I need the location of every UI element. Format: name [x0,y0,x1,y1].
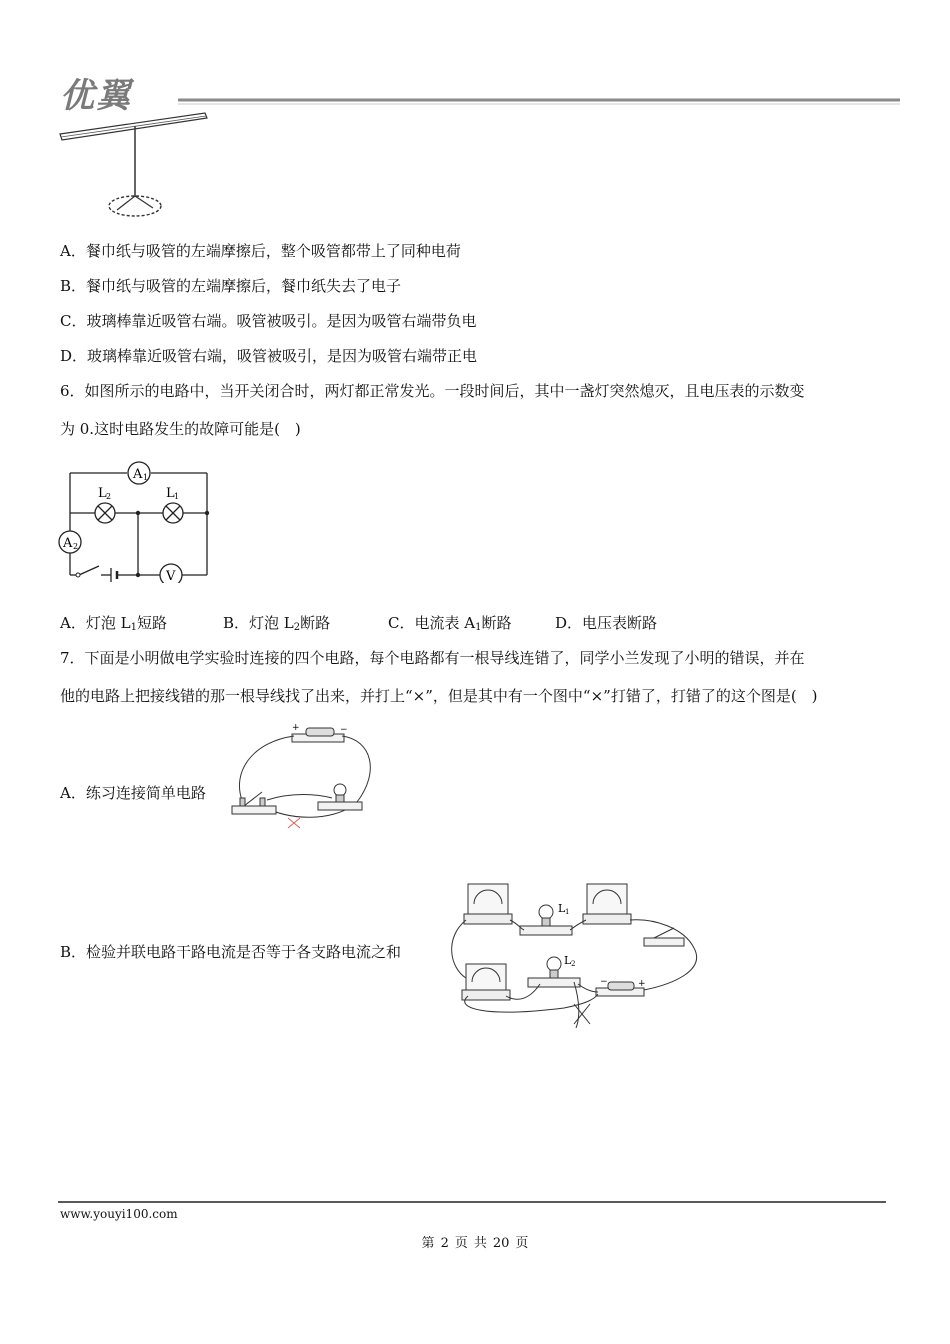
a1-label: A [133,467,143,482]
svg-text:+: + [292,723,300,733]
q5-option-d: D．玻璃棒靠近吸管右端，吸管被吸引，是因为吸管右端带正电 [60,347,478,365]
q6-option-d: D．电压表断路 [555,614,658,632]
q5-option-b: B．餐巾纸与吸管的左端摩擦后，餐巾纸失去了电子 [60,277,402,295]
q7-stem-line1: 7．下面是小明做电学实验时连接的四个电路，每个电路都有一根导线连错了，同学小兰发现了小明的错误，并在 [60,649,805,667]
q7-figure-b [444,878,708,1028]
q7-option-b: B．检验并联电路干路电流是否等于各支路电流之和 [60,943,402,961]
l2-label: L [98,486,107,501]
q7-stem-line2: 他的电路上把接线错的那一根导线找了出来，并打上“×”，但是其中有一个图中“×”打错了，打错了的这个图是( ) [60,687,818,705]
svg-text:−: − [600,977,608,987]
q5-option-a: A．餐巾纸与吸管的左端摩擦后，整个吸管都带上了同种电荷 [60,242,461,260]
q6-stem-line2: 为 0.这时电路发生的故障可能是( ) [60,420,301,438]
straw-stand-figure [55,108,215,220]
a2-sub: 2 [73,542,79,551]
q6-option-c: C．电流表 $A_1$断路 [388,614,512,633]
fig-b-l1-sub: 1 [565,908,570,916]
l1-label: L [166,486,175,501]
q6-option-a: A．灯泡 $L_1$短路 [60,614,167,633]
footer-url[interactable]: www.youyi100.com [60,1207,178,1221]
fig-b-l2-sub: 2 [571,960,576,968]
header-rule [178,96,902,106]
a1-sub: 1 [143,473,149,482]
q6-option-b: B．灯泡 $L_2$断路 [223,614,331,633]
fig-b-l2-label: L [564,954,572,967]
q7-option-a: A．练习连接简单电路 [60,784,206,802]
fig-b-l1-label: L [558,902,566,915]
footer-rule [58,1200,888,1204]
q6-stem-line1: 6．如图所示的电路中，当开关闭合时，两灯都正常发光。一段时间后，其中一盏灯突然熄灭，且电压表的示数变 [60,382,805,400]
q5-option-c: C．玻璃棒靠近吸管右端。吸管被吸引。是因为吸管右端带负电 [60,312,477,330]
svg-text:−: − [340,725,348,735]
v-label: V [166,569,176,583]
q7-figure-a [222,722,382,834]
logo: 优翼 [60,76,132,116]
q6-circuit-diagram [55,458,220,583]
svg-text:+: + [638,979,646,989]
page-number: 第 2 页 共 20 页 [421,1236,529,1251]
l1-sub: 1 [174,492,180,501]
a2-label: A [63,536,73,551]
l2-sub: 2 [106,492,112,501]
